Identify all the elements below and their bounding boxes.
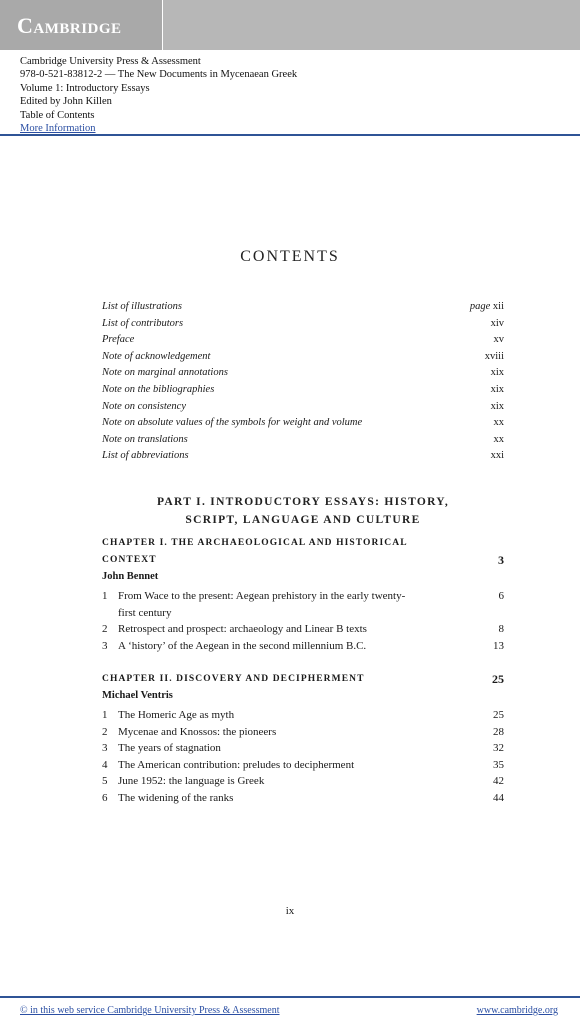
section-list (102, 707, 504, 807)
meta-editor: Edited by John Killen (20, 96, 112, 108)
section-number: 1 (102, 590, 108, 602)
page-value: xiv (490, 317, 504, 329)
front-matter-page (494, 417, 505, 428)
page-value: xv (493, 334, 504, 346)
section-title: The widening of the ranks (118, 791, 234, 804)
front-matter-page (494, 334, 505, 345)
section-list (102, 588, 504, 654)
section-title: Retrospect and prospect: archaeology and Linear B texts (118, 623, 367, 636)
section-number: 2 (102, 725, 108, 738)
section-number: 1 (102, 709, 108, 721)
front-matter-title: Note on consistency (102, 400, 186, 412)
section-title: A ‘history’ of the Aegean in the second millennium B.C. (118, 639, 367, 652)
section-page: 35 (493, 758, 504, 771)
section-item (102, 757, 504, 774)
part-title (102, 493, 504, 529)
page-value: xx (493, 417, 504, 429)
section-page: 13 (493, 639, 504, 652)
section-number: 2 (102, 623, 108, 636)
front-matter-item (102, 401, 504, 418)
section-title: From Wace to the present: Aegean prehistory in the early twenty-first century (118, 590, 406, 619)
section-page: 8 (498, 623, 504, 636)
section-title: June 1952: the language is Greek (118, 775, 265, 788)
front-matter-page (485, 351, 504, 362)
front-matter-item (102, 450, 504, 467)
front-matter-page (491, 318, 504, 329)
page-prefix: page (469, 301, 491, 312)
chapter-heading (102, 535, 504, 552)
front-matter-item (102, 351, 504, 368)
front-matter-title: Note on marginal annotations (102, 367, 228, 379)
section-number: 4 (102, 758, 108, 771)
front-matter-page (491, 367, 504, 378)
chapter-heading-line1: CHAPTER I. THE ARCHAEOLOGICAL AND HISTORICAL (102, 538, 408, 548)
page-value: xviii (484, 350, 504, 362)
section-item (102, 773, 504, 790)
meta-volume: Volume 1: Introductory Essays (20, 82, 150, 94)
section-number: 6 (102, 791, 108, 804)
front-matter-page (491, 401, 504, 412)
front-matter-item (102, 334, 504, 351)
front-matter-title: Note on the bibliographies (102, 383, 215, 395)
section-number: 3 (102, 742, 108, 755)
front-matter-item (102, 301, 504, 318)
section-label (102, 773, 418, 790)
section-page: 6 (498, 590, 504, 602)
section-item (102, 724, 504, 741)
section-item (102, 638, 504, 655)
book-metadata (20, 55, 297, 135)
chapter-2 (102, 671, 504, 807)
cambridge-website-link[interactable]: www.cambridge.org (476, 1005, 558, 1016)
page-value: xix (490, 383, 504, 395)
section-page: 25 (493, 709, 504, 721)
front-matter-page (494, 434, 505, 445)
front-matter-title: List of abbreviations (102, 450, 189, 462)
section-item (102, 707, 504, 724)
front-matter-page (491, 450, 504, 461)
meta-publisher: Cambridge University Press & Assessment (20, 56, 201, 67)
section-number: 3 (102, 639, 108, 652)
front-matter-item (102, 318, 504, 335)
section-label (102, 757, 418, 774)
chapter-1 (102, 535, 504, 654)
header-rule (0, 134, 580, 136)
front-matter-title: Note on absolute values of the symbols for weight and volume (102, 417, 363, 429)
section-title: The years of stagnation (118, 742, 221, 755)
section-item (102, 588, 504, 621)
front-matter-title: List of contributors (102, 317, 184, 329)
contents-title: CONTENTS (240, 248, 340, 265)
section-item (102, 790, 504, 807)
front-matter-item (102, 434, 504, 451)
chapter-author: John Bennet (102, 571, 159, 582)
front-matter-title: Preface (102, 334, 135, 346)
page-value: xix (490, 367, 504, 379)
front-matter-title: List of illustrations (102, 301, 182, 312)
section-page: 42 (493, 775, 504, 788)
meta-isbn-title: 978-0-521-83812-2 — The New Documents in Mycenaean Greek (20, 69, 298, 81)
meta-section: Table of Contents (20, 109, 95, 121)
page-number: ix (285, 905, 295, 917)
section-item (102, 740, 504, 757)
chapter-heading-line1: CHAPTER II. DISCOVERY AND DECIPHERMENT (102, 674, 365, 684)
section-label (102, 790, 418, 807)
section-label (102, 740, 418, 757)
section-page: 28 (493, 725, 504, 738)
front-matter-page (491, 384, 504, 395)
front-matter-list (102, 301, 504, 467)
front-matter-title: Note of acknowledgement (102, 350, 211, 362)
chapter-heading-row (102, 671, 504, 688)
section-number: 5 (102, 775, 108, 788)
chapter-author: Michael Ventris (102, 690, 173, 701)
footer-rule (0, 996, 580, 998)
page-value: xxi (490, 450, 504, 462)
page-value: xii (492, 301, 504, 312)
chapter-heading-row (102, 552, 504, 569)
copyright-link[interactable]: © in this web service Cambridge University Press & Assessment (20, 1005, 280, 1016)
page-value: xix (490, 400, 504, 412)
section-label (102, 707, 418, 724)
chapter-page: 3 (498, 553, 504, 567)
more-information-link[interactable]: More Information (20, 123, 96, 135)
section-page: 32 (493, 742, 504, 755)
section-title: The Homeric Age as myth (118, 709, 235, 721)
section-label (102, 638, 418, 655)
chapter-page: 25 (492, 672, 504, 686)
front-matter-page (470, 301, 504, 312)
front-matter-title: Note on translations (102, 433, 188, 445)
section-label (102, 588, 418, 621)
part-title-line2: SCRIPT, LANGUAGE AND CULTURE (185, 514, 421, 526)
brand-logo[interactable] (0, 0, 163, 50)
chapter-heading-line2: CONTEXT (102, 555, 157, 565)
brand-name: Cambridge (17, 13, 122, 38)
section-label (102, 621, 418, 638)
front-matter-item (102, 384, 504, 401)
front-matter-item (102, 367, 504, 384)
section-page: 44 (493, 791, 504, 804)
section-label (102, 724, 418, 741)
section-title: The American contribution: preludes to decipherment (118, 758, 355, 771)
front-matter-item (102, 417, 504, 434)
page-value: xx (493, 433, 504, 445)
section-title: Mycenae and Knossos: the pioneers (118, 725, 277, 738)
section-item (102, 621, 504, 638)
part-title-line1: PART I. INTRODUCTORY ESSAYS: HISTORY, (156, 496, 450, 508)
